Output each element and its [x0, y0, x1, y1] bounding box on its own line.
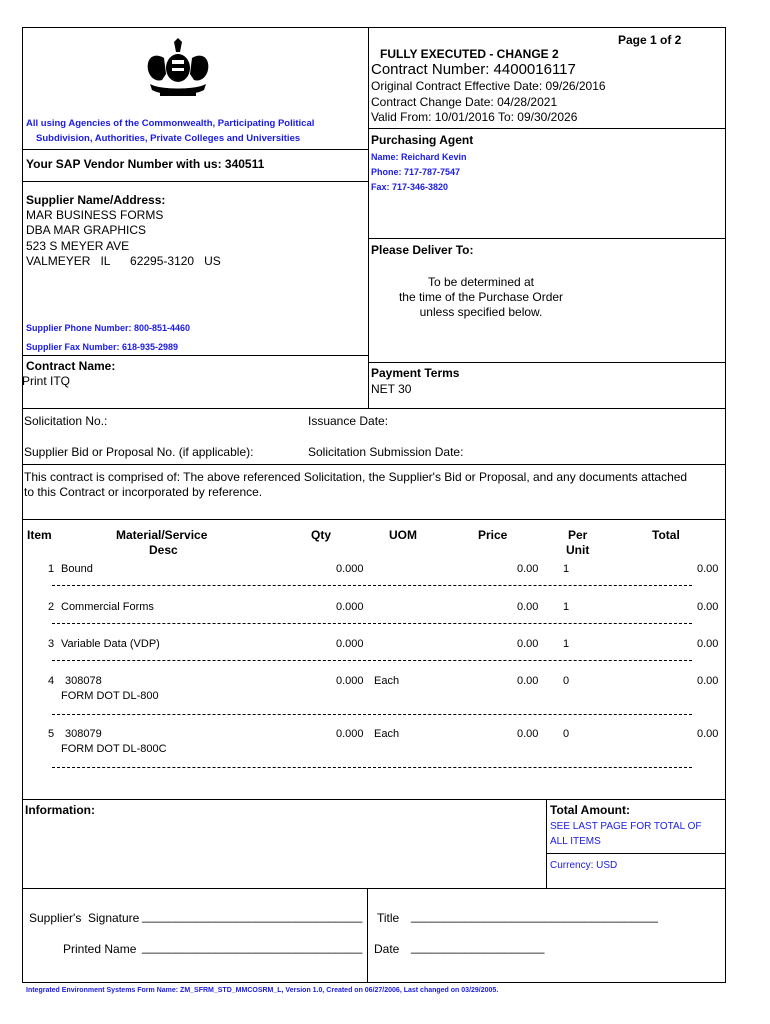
divider [546, 799, 547, 888]
solicitation-no: Solicitation No.: [24, 414, 108, 428]
divider [22, 799, 726, 800]
row-2-num: 2 [48, 601, 55, 613]
total-amount-title: Total Amount: [550, 803, 630, 817]
row-4-uom: Each [374, 675, 400, 687]
currency: Currency: USD [550, 860, 618, 871]
form-footer: Integrated Environment Systems Form Name: ZM_SFRM_STD_MMCOSRM_L, Version 1.0, Created on 06/27/2006, Last changed on 03/29/2005. [26, 987, 499, 994]
row-1-qty: 0.000 [336, 563, 364, 575]
contract-number: Contract Number: 4400016117 [371, 61, 576, 78]
col-material-desc: Desc [149, 543, 178, 557]
contract-change-date: Contract Change Date: 04/28/2021 [371, 95, 558, 109]
row-5-num: 5 [48, 728, 55, 740]
supplier-signature-field[interactable]: _________________________________ [142, 909, 363, 923]
row-separator [52, 660, 692, 661]
row-2-desc: Commercial Forms [61, 601, 154, 613]
col-material: Material/Service [116, 528, 208, 542]
contract-name-value: Print ITQ [22, 374, 71, 388]
row-3-num: 3 [48, 638, 55, 650]
divider [368, 238, 726, 239]
col-item: Item [27, 528, 52, 542]
printed-name-field[interactable]: _________________________________ [142, 940, 363, 954]
divider [22, 181, 368, 182]
date-label: Date [374, 942, 400, 956]
comprised-line-1: This contract is comprised of: The above referenced Solicitation, the Supplier's Bid or Proposal, and any documents attached [24, 470, 688, 484]
deliver-line-2: the time of the Purchase Order [398, 290, 564, 304]
supplier-line-1: MAR BUSINESS FORMS [26, 208, 164, 222]
row-1-total: 0.00 [697, 563, 719, 575]
row-separator [52, 623, 692, 624]
divider [368, 362, 726, 363]
agencies-line-1: All using Agencies of the Commonwealth, Participating Political [26, 118, 315, 129]
col-per: Per [568, 528, 588, 542]
divider [368, 128, 726, 129]
date-field[interactable]: ____________________ [411, 940, 545, 954]
supplier-line-2: DBA MAR GRAPHICS [26, 223, 147, 237]
supplier-phone: Supplier Phone Number: 800-851-4460 [26, 323, 191, 333]
row-separator [52, 767, 692, 768]
contract-name-title: Contract Name: [26, 359, 116, 373]
row-separator [52, 714, 692, 715]
divider [22, 355, 368, 356]
row-1-num: 1 [48, 563, 55, 575]
supplier-line-3: 523 S MEYER AVE [26, 239, 130, 253]
row-1-desc: Bound [61, 563, 93, 575]
deliver-line-1: To be determined at [427, 275, 535, 289]
deliver-to-title: Please Deliver To: [371, 243, 474, 257]
divider [546, 853, 726, 854]
row-2-total: 0.00 [697, 601, 719, 613]
row-2-per: 1 [563, 601, 570, 613]
row-5-desc-2: FORM DOT DL-800C [61, 743, 167, 755]
col-per-unit: Unit [566, 543, 590, 557]
divider [368, 27, 369, 408]
total-amount-line-2: ALL ITEMS [550, 836, 601, 847]
payment-terms-title: Payment Terms [371, 366, 460, 380]
submission-date: Solicitation Submission Date: [308, 445, 464, 459]
agent-phone: Phone: 717-787-7547 [371, 167, 461, 177]
row-3-price: 0.00 [517, 638, 539, 650]
agencies-line-2: Subdivision, Authorities, Private Colleges and Universities [36, 133, 301, 144]
title-label: Title [377, 911, 400, 925]
col-price: Price [478, 528, 508, 542]
row-3-total: 0.00 [697, 638, 719, 650]
row-3-qty: 0.000 [336, 638, 364, 650]
col-uom: UOM [389, 528, 417, 542]
row-5-per: 0 [563, 728, 570, 740]
total-amount-line-1: SEE LAST PAGE FOR TOTAL OF [550, 821, 702, 832]
information-title: Information: [25, 803, 95, 817]
payment-terms-value: NET 30 [371, 382, 412, 396]
commonwealth-seal-icon [140, 38, 216, 100]
row-1-price: 0.00 [517, 563, 539, 575]
row-4-qty: 0.000 [336, 675, 364, 687]
printed-name-label: Printed Name [63, 942, 137, 956]
col-total: Total [652, 528, 680, 542]
comprised-line-2: to this Contract or incorporated by reference. [24, 485, 263, 499]
row-4-num: 4 [48, 675, 55, 687]
divider [22, 464, 726, 465]
supplier-fax: Supplier Fax Number: 618-935-2989 [26, 342, 179, 352]
row-4-desc-2: FORM DOT DL-800 [61, 690, 159, 702]
valid-dates: Valid From: 10/01/2016 To: 09/30/2026 [371, 110, 578, 124]
row-5-price: 0.00 [517, 728, 539, 740]
contract-status: FULLY EXECUTED - CHANGE 2 [380, 47, 559, 61]
supplier-bid-no: Supplier Bid or Proposal No. (if applicable): [24, 445, 254, 459]
deliver-line-3: unless specified below. [419, 305, 543, 319]
row-4-total: 0.00 [697, 675, 719, 687]
divider [22, 408, 726, 409]
supplier-title: Supplier Name/Address: [26, 193, 166, 207]
purchasing-agent-title: Purchasing Agent [371, 133, 474, 147]
row-5-total: 0.00 [697, 728, 719, 740]
row-4-price: 0.00 [517, 675, 539, 687]
row-2-qty: 0.000 [336, 601, 364, 613]
row-3-per: 1 [563, 638, 570, 650]
original-effective-date: Original Contract Effective Date: 09/26/2016 [371, 79, 606, 93]
issuance-date: Issuance Date: [308, 414, 389, 428]
row-5-qty: 0.000 [336, 728, 364, 740]
vendor-number: Your SAP Vendor Number with us: 340511 [26, 157, 265, 171]
col-qty: Qty [311, 528, 332, 542]
supplier-signature-label: Supplier's Signature [29, 911, 140, 925]
supplier-line-4: VALMEYER IL 62295-3120 US [26, 254, 221, 268]
agent-fax: Fax: 717-346-3820 [371, 182, 449, 192]
row-1-per: 1 [563, 563, 570, 575]
divider [22, 888, 726, 889]
row-5-uom: Each [374, 728, 400, 740]
divider [367, 888, 368, 983]
row-2-price: 0.00 [517, 601, 539, 613]
title-field[interactable]: _____________________________________ [411, 909, 658, 923]
row-3-desc: Variable Data (VDP) [61, 638, 160, 650]
row-separator [52, 585, 692, 586]
divider [22, 519, 726, 520]
row-4-per: 0 [563, 675, 570, 687]
agent-name: Name: Reichard Kevin [371, 152, 467, 162]
page-number: Page 1 of 2 [618, 33, 682, 47]
divider [22, 149, 368, 150]
row-5-desc: 308079 [65, 728, 102, 740]
row-4-desc: 308078 [65, 675, 102, 687]
